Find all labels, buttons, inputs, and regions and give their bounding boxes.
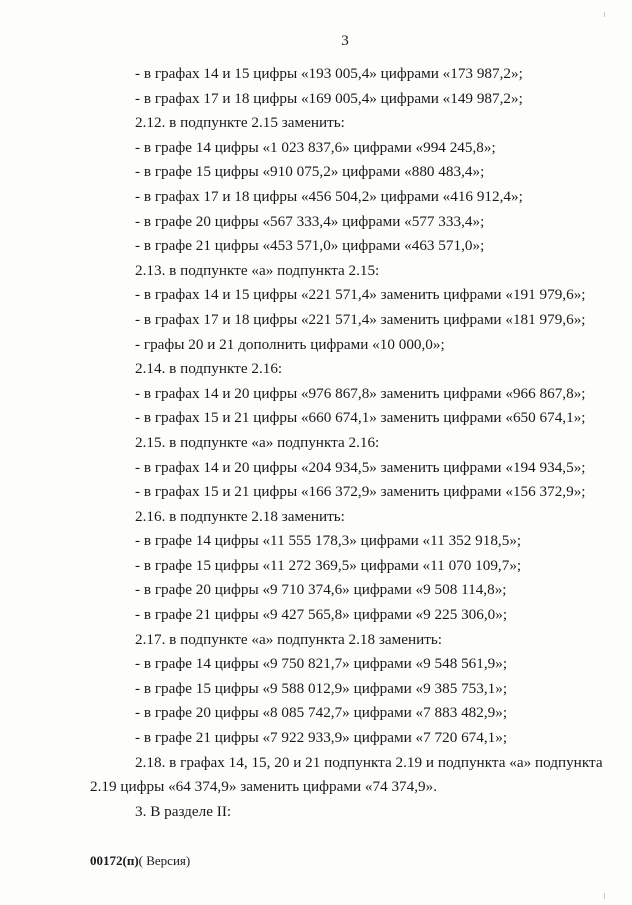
list-item-line: - в графе 14 цифры «1 023 837,6» цифрами «994 245,8»; bbox=[135, 138, 496, 156]
list-item-line: - в графе 21 цифры «7 922 933,9» цифрами «7 720 674,1»; bbox=[135, 729, 508, 747]
list-item-line: - в графе 15 цифры «9 588 012,9» цифрами «9 385 753,1»; bbox=[135, 679, 508, 697]
paragraph-line: 2.19 цифры «64 374,9» заменить цифрами «74 374,9». bbox=[90, 778, 438, 796]
list-item-line: - в графах 15 и 21 цифры «660 674,1» заменить цифрами «650 674,1»; bbox=[135, 409, 586, 427]
list-item-line: - в графе 14 цифры «11 555 178,3» цифрами «11 352 918,5»; bbox=[135, 532, 522, 550]
paragraph-line: 2.18. в графах 14, 15, 20 и 21 подпункта 2.19 и подпункта «а» подпункта bbox=[135, 753, 603, 771]
list-item-line: - в графе 15 цифры «910 075,2» цифрами «880 483,4»; bbox=[135, 163, 485, 181]
list-item-line: - в графе 21 цифры «9 427 565,8» цифрами «9 225 306,0»; bbox=[135, 606, 508, 624]
scan-artifact bbox=[604, 893, 605, 899]
document-body bbox=[90, 62, 610, 824]
list-item-line: - в графах 17 и 18 цифры «169 005,4» цифрами «149 987,2»; bbox=[135, 89, 523, 107]
list-item-line: - в графах 17 и 18 цифры «221 571,4» заменить цифрами «181 979,6»; bbox=[135, 310, 586, 328]
list-item-line: - в графах 17 и 18 цифры «456 504,2» цифрами «416 912,4»; bbox=[135, 187, 523, 205]
footer-code: 00172(п) bbox=[90, 853, 139, 868]
section-heading-line: 2.12. в подпункте 2.15 заменить: bbox=[135, 114, 345, 132]
section-heading-line: 2.14. в подпункте 2.16: bbox=[135, 360, 283, 378]
footer-version: ( Версия) bbox=[138, 853, 191, 868]
scan-artifact bbox=[604, 12, 605, 17]
list-item-line: - в графе 20 цифры «9 710 374,6» цифрами «9 508 114,8»; bbox=[135, 581, 507, 599]
list-item-line: - в графе 15 цифры «11 272 369,5» цифрами «11 070 109,7»; bbox=[135, 556, 522, 574]
section-heading-line: 2.16. в подпункте 2.18 заменить: bbox=[135, 507, 345, 525]
section-heading-line: 2.13. в подпункте «а» подпункта 2.15: bbox=[135, 261, 380, 279]
list-item-line: - в графе 20 цифры «8 085 742,7» цифрами «7 883 482,9»; bbox=[135, 704, 508, 722]
list-item-line: - в графах 15 и 21 цифры «166 372,9» заменить цифрами «156 372,9»; bbox=[135, 483, 586, 501]
document-footer bbox=[90, 853, 190, 869]
section-heading-line: 2.15. в подпункте «а» подпункта 2.16: bbox=[135, 433, 380, 451]
list-item-line: - графы 20 и 21 дополнить цифрами «10 000,0»; bbox=[135, 335, 445, 353]
section-heading-line: 2.17. в подпункте «а» подпункта 2.18 заменить: bbox=[135, 630, 442, 648]
section-heading-line: 3. В разделе II: bbox=[135, 802, 232, 820]
list-item-line: - в графах 14 и 20 цифры «204 934,5» заменить цифрами «194 934,5»; bbox=[135, 458, 586, 476]
list-item-line: - в графах 14 и 15 цифры «221 571,4» заменить цифрами «191 979,6»; bbox=[135, 286, 586, 304]
list-item-line: - в графах 14 и 15 цифры «193 005,4» цифрами «173 987,2»; bbox=[135, 65, 523, 82]
page-number: 3 bbox=[341, 33, 349, 49]
list-item-line: - в графах 14 и 20 цифры «976 867,8» заменить цифрами «966 867,8»; bbox=[135, 384, 586, 402]
list-item-line: - в графе 20 цифры «567 333,4» цифрами «577 333,4»; bbox=[135, 212, 485, 230]
list-item-line: - в графе 21 цифры «453 571,0» цифрами «463 571,0»; bbox=[135, 237, 485, 255]
list-item-line: - в графе 14 цифры «9 750 821,7» цифрами «9 548 561,9»; bbox=[135, 655, 508, 673]
